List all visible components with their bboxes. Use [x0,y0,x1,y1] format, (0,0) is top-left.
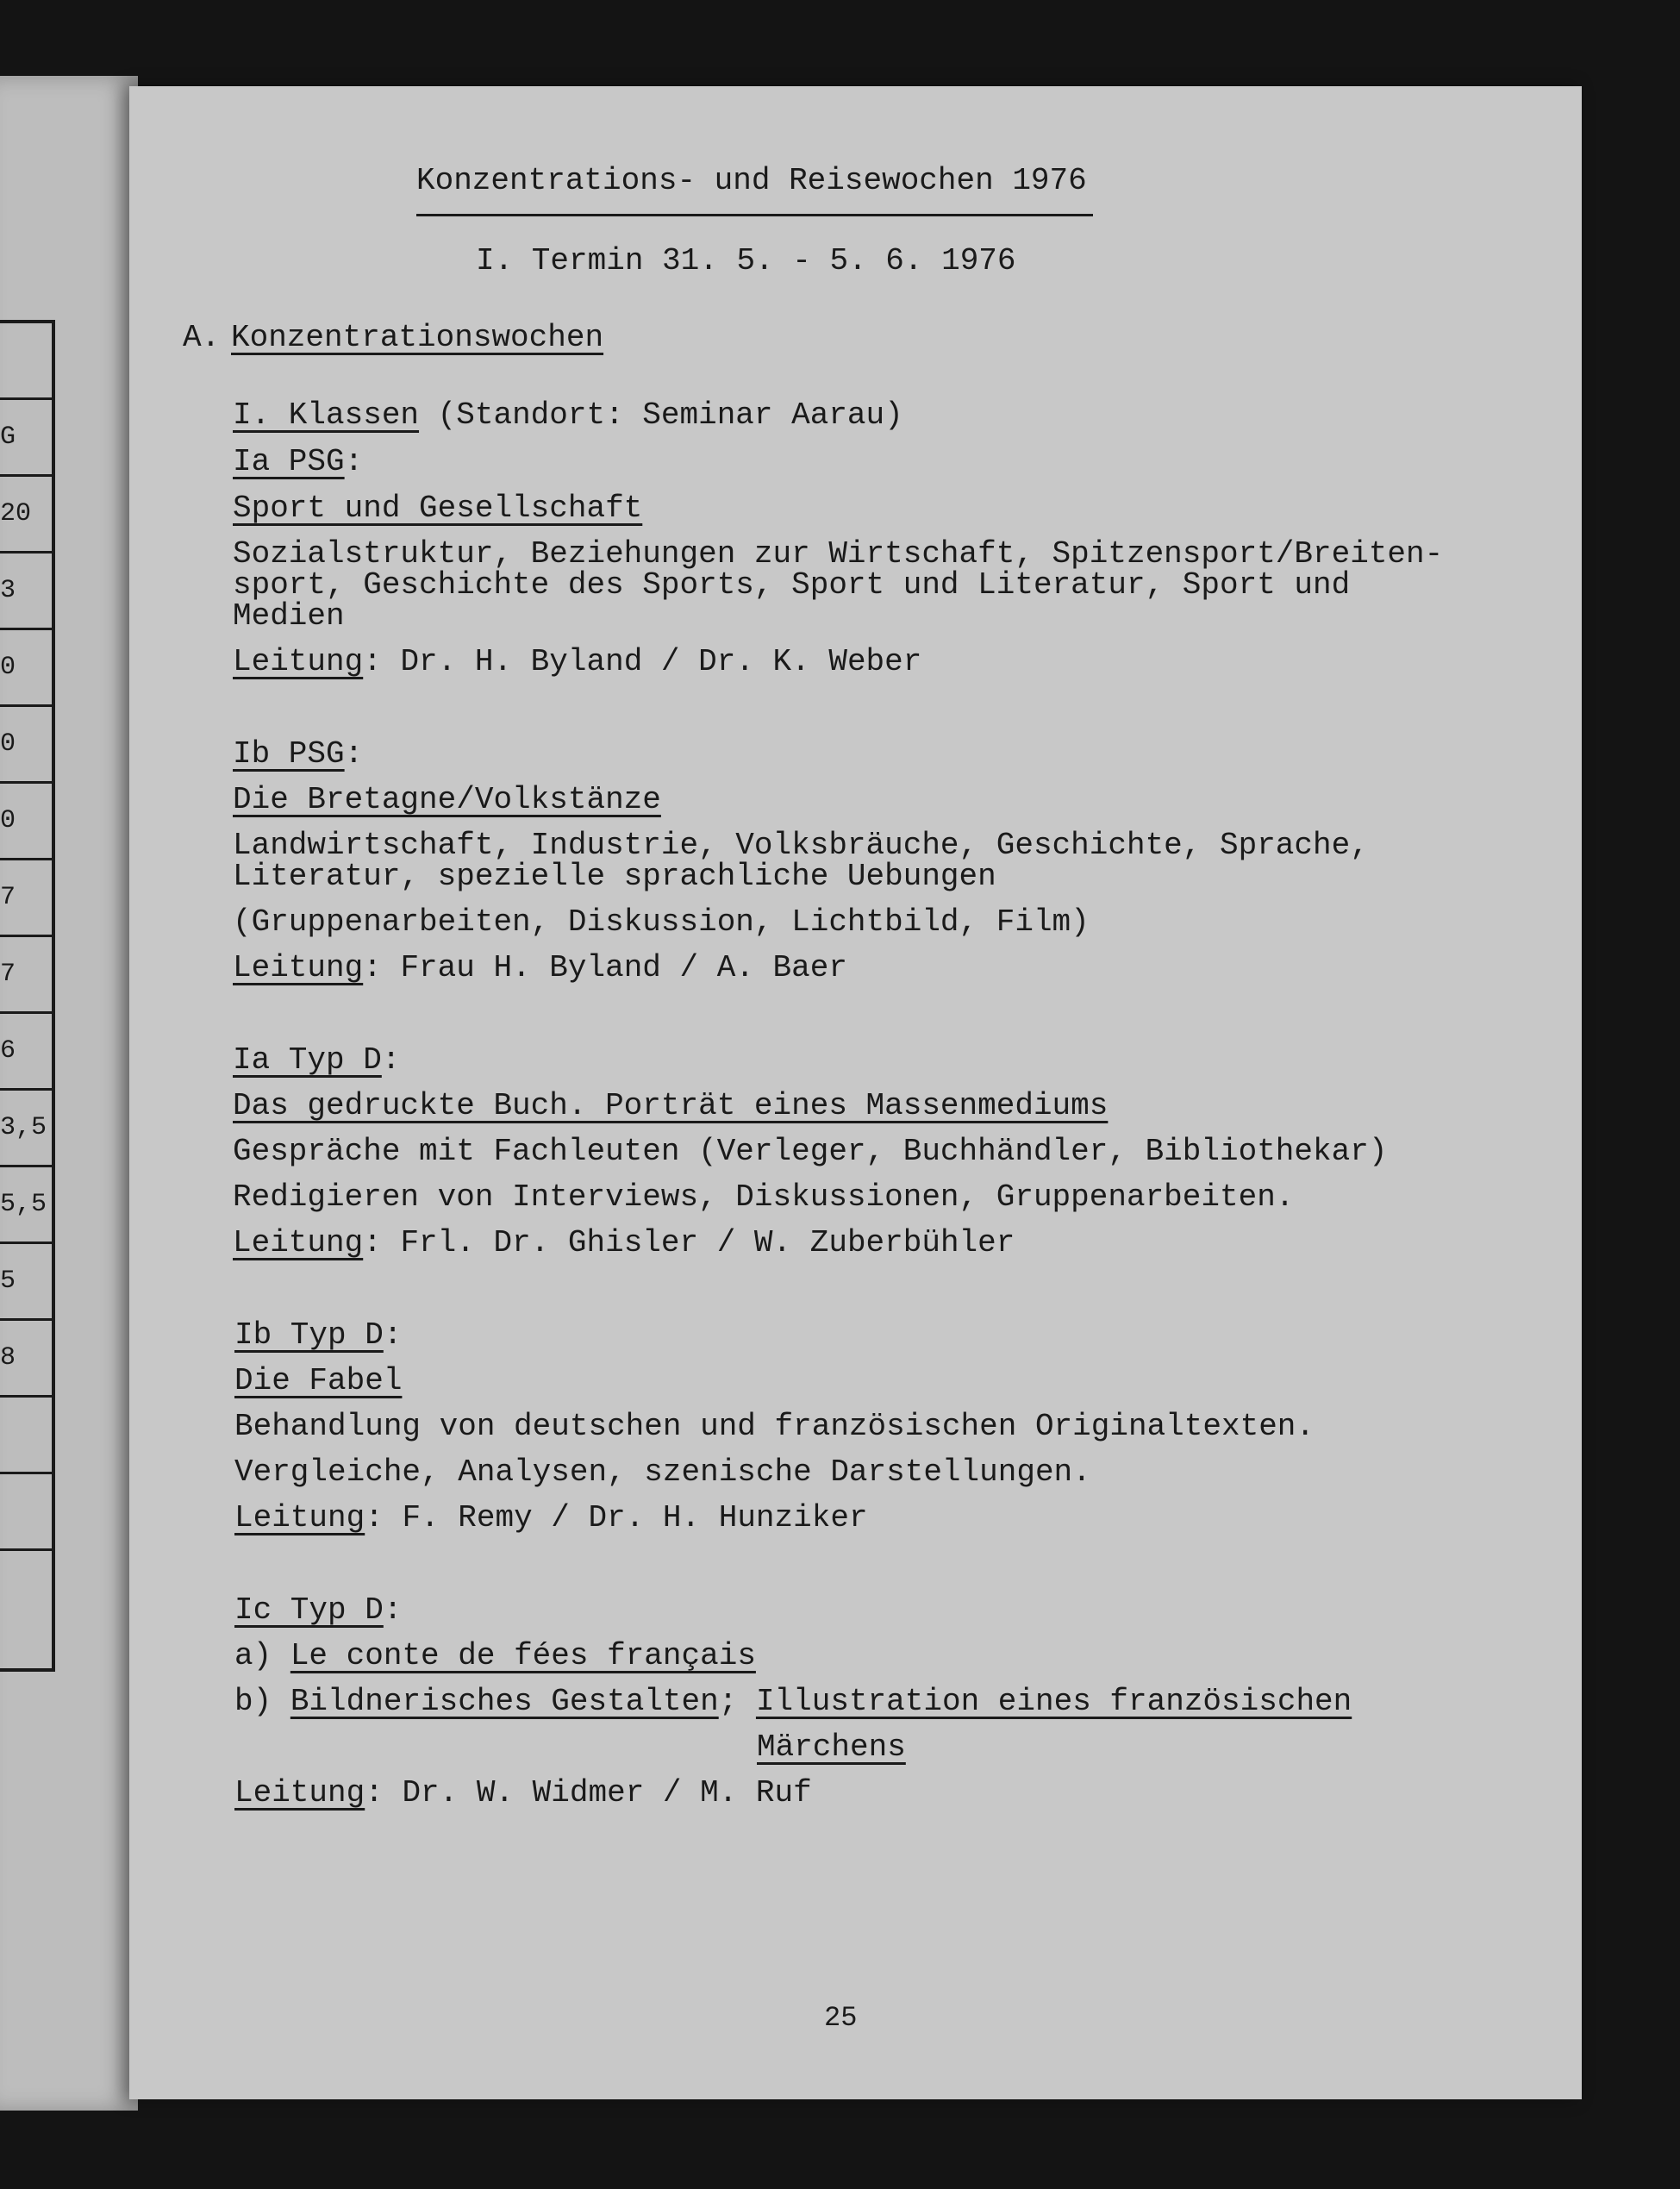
table-cell: 3 [0,554,52,630]
leitung-label: Leitung [234,1775,365,1811]
table-cell: 7 [0,860,52,937]
section-marker: A. [183,320,221,355]
entry-label: Ia PSG: [233,444,364,479]
table-cell: 5 [0,1244,52,1321]
entry-label-text: Ib Typ D [234,1317,384,1353]
table-cell: G [0,400,52,477]
entry-leitung: Leitung: Frl. Dr. Ghisler / W. Zuberbühler [233,1225,1015,1260]
page-number: 25 [824,2002,858,2034]
entry-title: Das gedruckte Buch. Porträt eines Massenmediums [233,1088,1109,1123]
entry-label-text: Ia Typ D [233,1042,382,1078]
table-cell: 6 [0,1014,52,1091]
table-cell [0,1398,52,1474]
entry-label: Ib Typ D: [234,1317,403,1353]
entry-line: Redigieren von Interviews, Diskussionen, Gruppenarbeiten. [233,1179,1295,1215]
entry-line: Behandlung von deutschen und französischen Originaltexten. [234,1409,1315,1444]
leitung-value: Frl. Dr. Ghisler / W. Zuberbühler [400,1225,1015,1260]
table-cell: 7 [0,937,52,1014]
entry-title: Die Fabel [234,1363,403,1398]
entry-title: Die Bretagne/Volkstänze [233,782,661,817]
document-subtitle: I. Termin 31. 5. - 5. 6. 1976 [476,243,1016,278]
item-marker: a) [234,1638,272,1673]
section-title: Konzentrationswochen [231,320,604,355]
item-title: Le conte de fées français [290,1638,756,1673]
leitung-value: F. Remy / Dr. H. Hunziker [402,1500,868,1535]
entry-line: Gespräche mit Fachleuten (Verleger, Buchhändler, Bibliothekar) [233,1134,1388,1169]
table-cell: 0 [0,707,52,784]
leitung-value: Dr. H. Byland / Dr. K. Weber [400,644,922,679]
table-cell: 0 [0,784,52,860]
entry-item [234,1685,1352,1719]
table-cell: 3,5 [0,1091,52,1167]
item-title-continued: Märchens [757,1729,906,1765]
entry-leitung: Leitung: F. Remy / Dr. H. Hunziker [234,1500,868,1535]
leitung-label: Leitung [233,1225,364,1260]
item-marker: b) [234,1684,272,1719]
entry-item [234,1639,756,1673]
item-title-continued: Illustration eines französischen [755,1684,1352,1719]
entry-title: Sport und Gesellschaft [233,491,643,526]
entry-line: Medien [233,598,345,634]
entry-label-text: Ib PSG [233,736,345,772]
entry-label-text: Ic Typ D [234,1592,384,1628]
table-cell: 5,5 [0,1167,52,1244]
entry-line: Sozialstruktur, Beziehungen zur Wirtschaft, Spitzensport/Breiten- [233,536,1444,572]
table-cell [0,1474,52,1551]
entry-label-text: Ia PSG [233,444,345,479]
table-cell [0,323,52,400]
entry-line: (Gruppenarbeiten, Diskussion, Lichtbild, Film) [233,904,1090,940]
entry-label: Ic Typ D: [234,1592,403,1628]
leitung-value: Frau H. Byland / A. Baer [400,950,847,985]
title-underline [416,214,1093,216]
leitung-label: Leitung [233,950,364,985]
leitung-label: Leitung [233,644,364,679]
entry-label: Ia Typ D: [233,1042,401,1078]
previous-page-table [0,320,55,1672]
entry-leitung: Leitung: Frau H. Byland / A. Baer [233,950,847,985]
leitung-value: Dr. W. Widmer / M. Ruf [402,1775,812,1811]
entry-leitung: Leitung: Dr. H. Byland / Dr. K. Weber [233,644,922,679]
previous-page-edge [0,76,138,2111]
table-cell: 20 [0,477,52,554]
entry-line: Landwirtschaft, Industrie, Volksbräuche, Geschichte, Sprache, [233,828,1369,863]
classes-heading [233,398,903,433]
entry-line: sport, Geschichte des Sports, Sport und Literatur, Sport und [233,567,1351,603]
entry-line: Vergleiche, Analysen, szenische Darstellungen. [234,1454,1091,1490]
document-title: Konzentrations- und Reisewochen 1976 [416,163,1087,198]
entry-leitung: Leitung: Dr. W. Widmer / M. Ruf [234,1775,812,1811]
classes-heading-main: I. Klassen [233,397,420,433]
leitung-label: Leitung [234,1500,365,1535]
table-cell: 0 [0,630,52,707]
item-separator: ; [718,1684,738,1719]
table-cell: 8 [0,1321,52,1398]
entry-label: Ib PSG: [233,736,364,772]
item-title: Bildnerisches Gestalten [290,1684,719,1719]
table-cell [0,1551,52,1625]
classes-heading-rest: (Standort: Seminar Aarau) [419,397,903,433]
document-page [129,86,1582,2099]
entry-line: Literatur, spezielle sprachliche Uebungen [233,859,996,894]
